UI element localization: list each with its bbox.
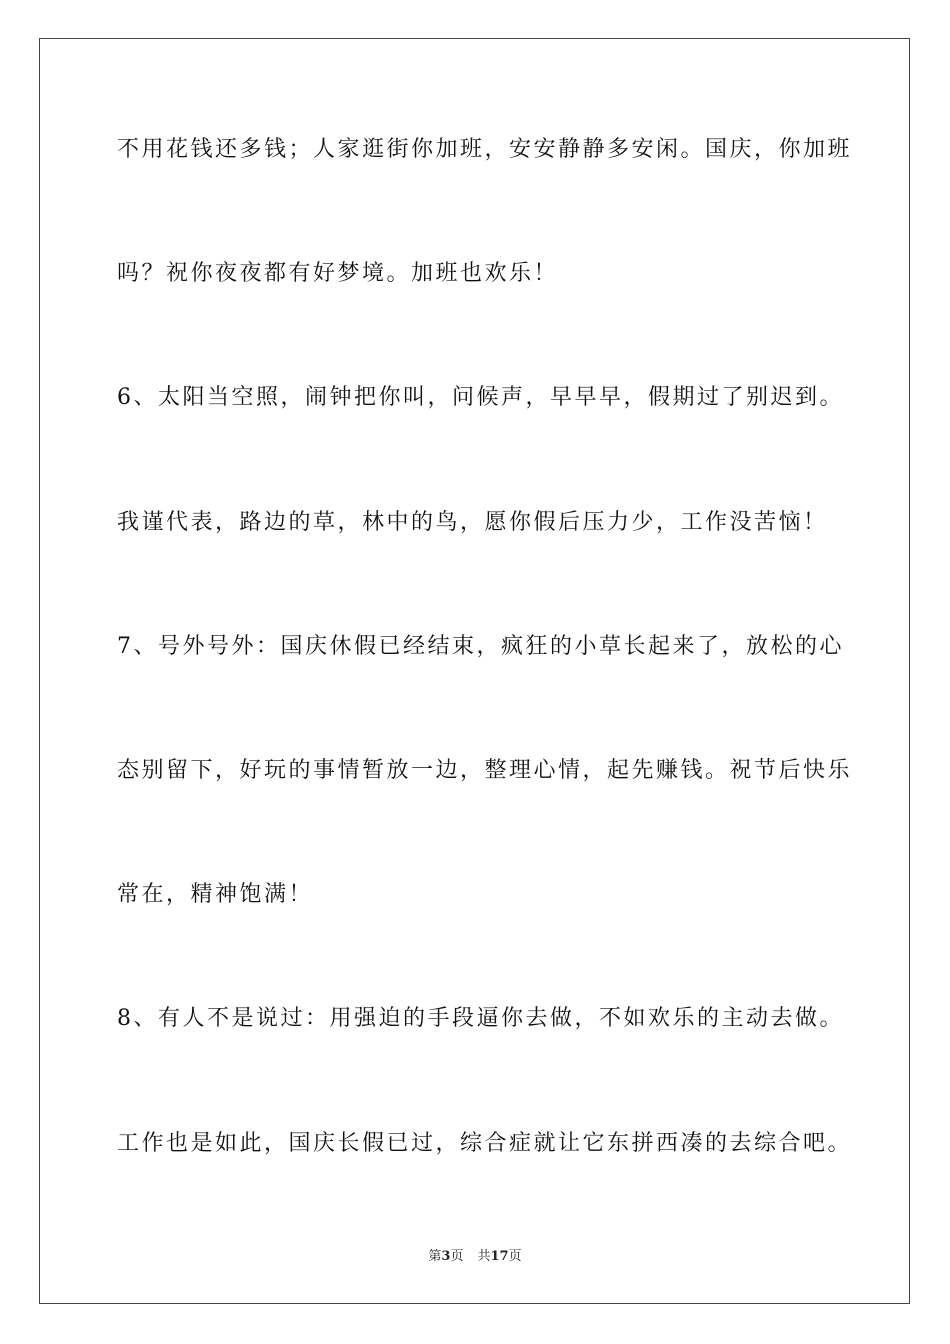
paragraph-line: 8、有人不是说过：用强迫的手段逼你去做，不如欢乐的主动去做。 [117, 1006, 844, 1031]
paragraph-line: 态别留下，好玩的事情暂放一边，整理心情，起先赚钱。祝节后快乐 [117, 758, 853, 783]
paragraph-line: 工作也是如此，国庆长假已过，综合症就让它东拼西凑的去综合吧。 [117, 1131, 853, 1156]
paragraph-line: 我谨代表，路边的草，林中的鸟，愿你假后压力少，工作没苦恼！ [117, 510, 828, 535]
paragraph-line: 不用花钱还多钱；人家逛街你加班，安安静静多安闲。国庆，你加班 [117, 137, 853, 162]
paragraph-line: 常在，精神饱满！ [117, 882, 314, 907]
page-frame [39, 38, 910, 1304]
paragraph-line: 7、号外号外：国庆休假已经结束，疯狂的小草长起来了，放松的心 [117, 634, 844, 659]
paragraph-line: 6、太阳当空照，闹钟把你叫，问候声，早早早，假期过了别迟到。 [117, 385, 844, 410]
total-pages-label: 共17页 [477, 1249, 522, 1264]
page-footer [0, 1248, 950, 1266]
page-number-label: 第3页 [428, 1249, 464, 1264]
paragraph-line: 吗？祝你夜夜都有好梦境。加班也欢乐！ [117, 261, 559, 286]
